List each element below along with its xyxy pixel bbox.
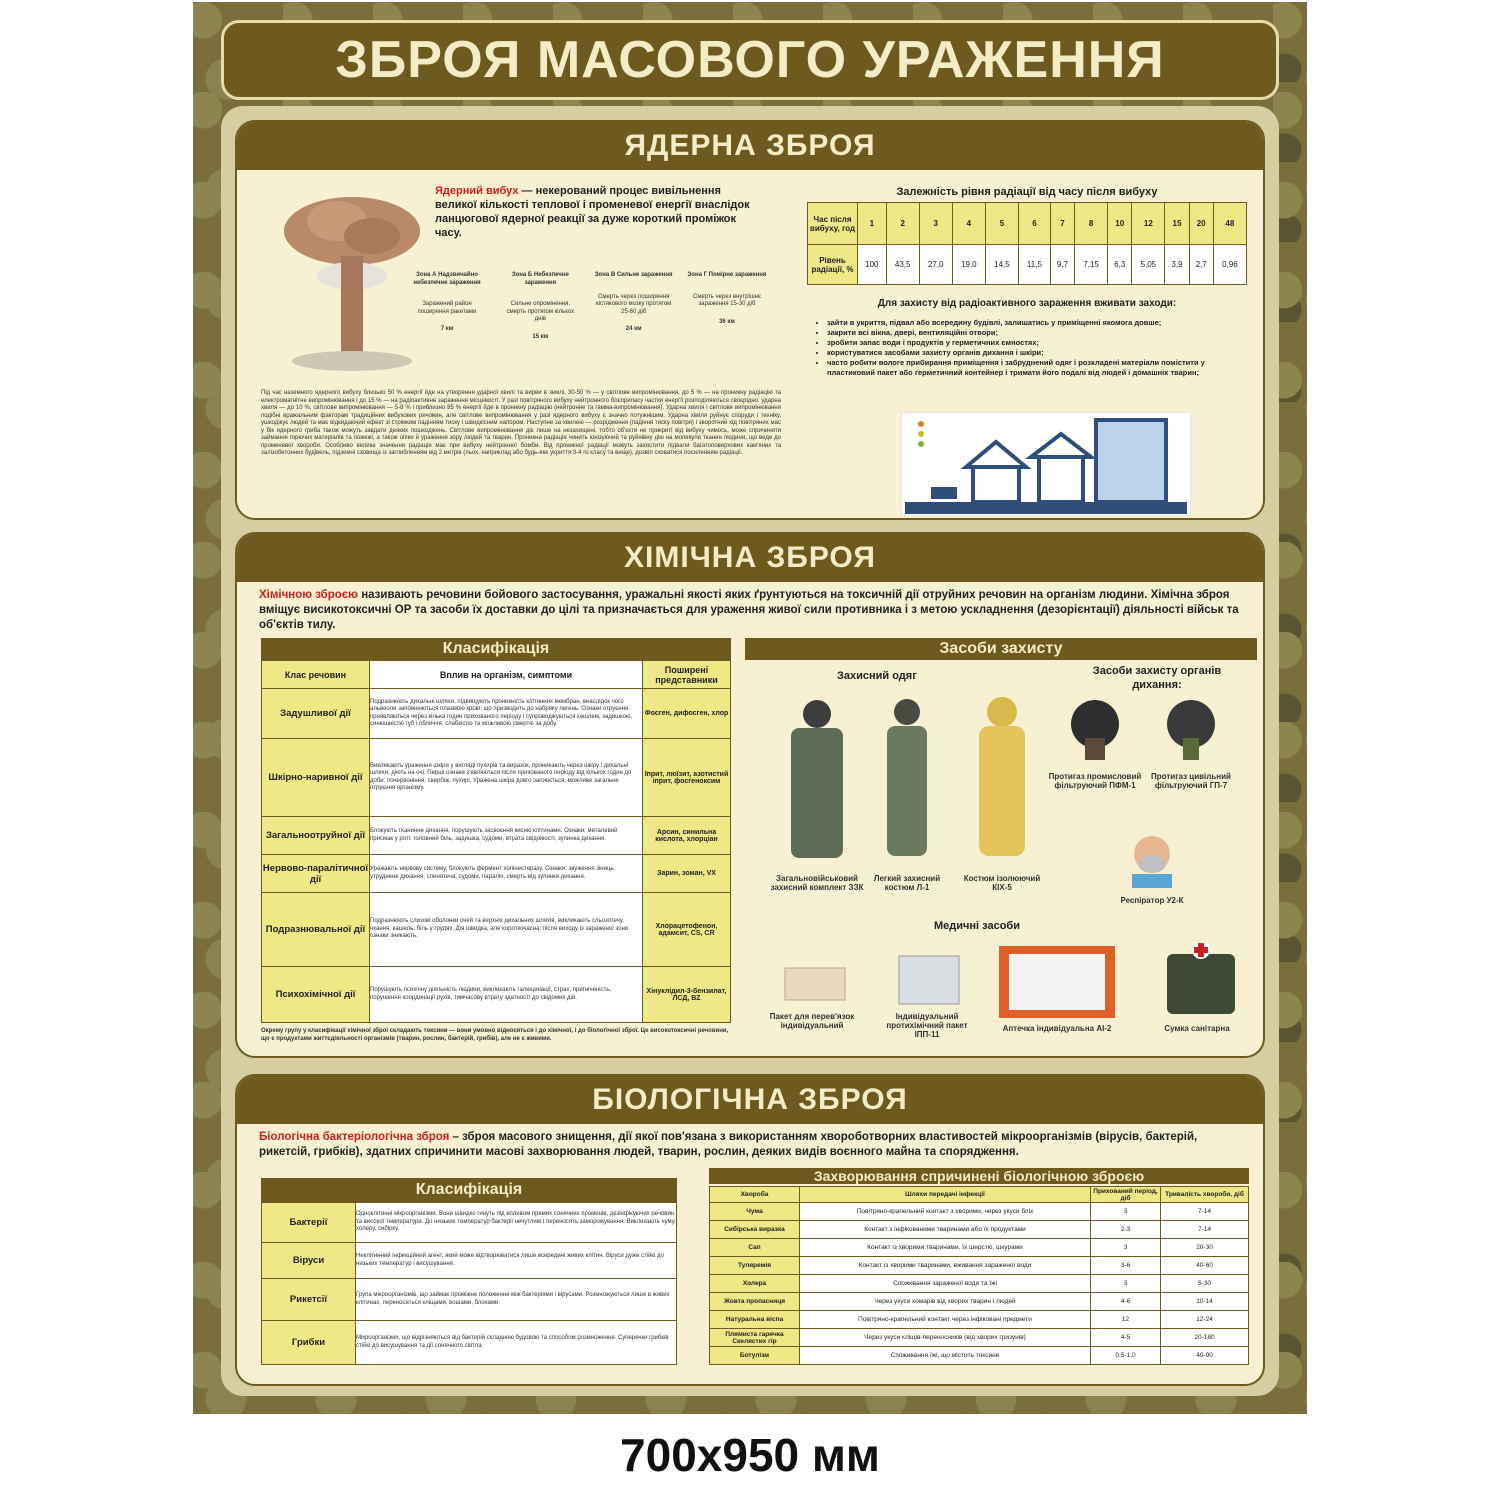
radiation-levels-row: Рівень радіації, % 100 43,5 27,0 19,0 14,5 11,5 9,7 7,15 6,3 5,05 3,9 2,7 0,96 [808, 245, 1247, 285]
table-row: Жовта пропасниця Через укуси комарів від хворих тварин і людей 4-6 10-14 [710, 1293, 1249, 1311]
table-row: Бактерії Одноклітинні мікроорганізми. Вони швидко гинуть під впливом прямих сонячних променів, дезінфікуючих речовин та високої температури. До низьких температур бактерії нечутливі і переносять заморожування. Викликають чуму, холеру, сибірку. [262, 1203, 677, 1243]
nuclear-section [235, 120, 1265, 520]
table-header-row: Клас речовин Вплив на організм, симптоми Поширені представники [262, 661, 731, 689]
radiation-table [807, 202, 1247, 285]
clothing-label: Легкий захисний костюм Л-1 [873, 874, 941, 892]
nuclear-body-text: Під час наземного ядерного вибуху близько 50 % енергії йде на утворення ударної хвилі та вирви в землі, 30-50 % — у світлове випромінювання, до 5 % — на проникну радіацію та електромагнітне випромінювання і до 15 % — на радіоактивне зараження місцевості. У разі повітряного вибуху нейтронного боєприпасу частки енергії розподіляються своєрідно: ударна хвиля — до 10 %, світлове випромінювання — 5-8 % і приблизно 85 % енергії йде в проникну радіацію (нейтронне та гамма-випромінювання). Ударна хвиля і світлове випромінювання подібні вражальним факторам традиційних вибухових речовин, але світлове випромінювання у разі ядерного вибуху є значно потужнішим. Ударна хвиля руйнує споруди і техніку, ушкоджує людей та має відкидаючий ефект зі стрімким падінням тиску і швидкісним напором. Наступне за хвилею — розрідження (падіння тиску повітря) і зворотний хід повітряних мас у бік ядерного гриба також можуть завдати деяких пошкоджень. Світлове випромінювання діє лише на незахищені, тобто об'єкти не прикриті від вибуху чимось, може спричиняти займання горючих матеріалів та пожежі, а також опіки й ураження зору людей та тварин. Проникна радіація чинить іонізуючий та руйнівну дію на молекули тканин людини, що веде до променевої хвороби. Особливо велике значення радіація має при вибуху нейтронної бомби. Від проникної радіації можуть захистити підвали багатоповерхових кам'яних та залізобетонних будівель, підземні сховища із заглибленням від 2 метрів (льох, наприклад або будь-яке укриття 3-4 го класу та вище), дозвіл сховатися посиленням радіації. [261, 390, 781, 456]
respirator-label: Протигаз промисловий фільтруючий ПФМ-1 [1048, 772, 1142, 790]
chemical-class-title: Класифікація [261, 638, 731, 660]
clothing-label: Загальновійськовий захисний комплект ЗЗК [770, 874, 864, 892]
respirator-label: Протигаз цивільний фільтруючий ГП-7 [1151, 772, 1231, 790]
radiation-table-title: Залежність рівня радіації від часу після вибуху [896, 186, 1158, 198]
table-row: Загальноотруйної дії Блокують тканинне дихання, порушують засвоєння кисню клітинами. Ознаки: металевий присмак у роті, головний біль, задишка, судоми, втрата свідомості, зупинка дихання. Арсин, синильна кислота, хлорціан [262, 817, 731, 855]
biological-section [235, 1074, 1265, 1386]
medical-label: Сумка санітарна [1164, 1024, 1230, 1033]
table-row: Плямиста гарячка Скелястих гір Через укуси кліщів-переносників (від хворих гризунів) 4-5 20-180 [710, 1329, 1249, 1347]
suit-kih5-icon [967, 694, 1037, 864]
gas-mask-pfm-icon [1065, 694, 1125, 764]
mushroom-cloud-icon [277, 186, 427, 376]
table-row: Холера Споживання зараженої води та їжі 3 5-30 [710, 1275, 1249, 1293]
table-row: Віруси Неклітинний інфекційний агент, який може відтворюватися лише всередині живих клітин. Віруси дуже стійкі до низьких температур і висушування. [262, 1243, 677, 1279]
chemical-definition [259, 588, 1249, 633]
radiation-protect-title: Для захисту від радіоактивного зараження вживати заходи: [877, 298, 1177, 309]
medical-label: Пакет для перев'язок індивідуальний [769, 1012, 855, 1030]
table-header-row: Хвороба Шляхи передачі інфекції Прихований період, діб Тривалість хвороби, діб [710, 1187, 1249, 1203]
nuclear-def-term: Ядерний вибух [435, 185, 519, 197]
radiation-hours-row: Час після вибуху, год 1 2 3 4 5 6 7 8 10 12 15 20 48 [808, 203, 1247, 245]
biological-heading: БІОЛОГІЧНА ЗБРОЯ [237, 1076, 1263, 1124]
zone-item: Зона Г Помірне зараження Смерть через внутрішнє зараження 15-30 діб 36 км [687, 272, 767, 325]
table-row: Чума Повітряно-крапельний контакт з хворими, через укуси бліх 3 7-14 [710, 1203, 1249, 1221]
list-item: • користуватися засобами захисту органів дихання і шкіри; [827, 348, 1249, 358]
list-item: • закрити всі вікна, двері, вентиляційні отвори; [827, 328, 1249, 338]
nuclear-definition [435, 184, 755, 240]
suit-l1-icon [877, 694, 937, 864]
table-row: Грибки Мікроорганізми, що відрізняються від бактерій складною будовою та способом розмноження. Суперечки грибків стійкі до висушування та дії сонячного світла. [262, 1321, 677, 1365]
poster-title: ЗБРОЯ МАСОВОГО УРАЖЕННЯ [335, 31, 1165, 89]
list-item: • зайти в укриття, підвал або всередину будівлі, залишатись у приміщенні якомога довше; [827, 318, 1249, 328]
poster-body [221, 106, 1279, 1396]
chemical-heading: ХІМІЧНА ЗБРОЯ [237, 534, 1263, 582]
nuclear-def-text: — некерований процес вивільнення великої кількості теплової і променевої енергії внаслідок ланцюгової ядерної реакції за дуже короткий проміжок часу. [435, 185, 750, 239]
shelter-buildings-icon [901, 412, 1191, 516]
ipp-pack-icon [897, 954, 961, 1008]
chemical-def-text: називають речовини бойового застосування, уражальні якості яких ґрунтуються на токсичній дії отруйних речовин на організм людини. Хімічна зброя вміщує висикотоксичні ОР та засоби їх доставки до цілі та призначається для ураження живої сили противника і з метою ускладнення (дезорієнтації) діяльності військ та об'єктів тилу. [259, 589, 1239, 631]
list-item: • зробити запас води і продуктів у герметичних ємностях; [827, 338, 1249, 348]
gas-mask-gp7-icon [1161, 694, 1221, 764]
radiation-protect-list [819, 318, 1249, 378]
medical-bag-icon [1161, 938, 1241, 1018]
zone-item: Зона В Сильне зараження Смерть через поширення кістякового мозку протягом 25-60 діб 24 км [594, 272, 673, 332]
biological-def-text: – зброя масового знищення, дії якої пов'язана з використанням хвороботворних властивостей мікроорганізмів (вірусів, бактерій, рикетсій, грибків), здатних спричинити масові захворювання людей, тварин, рослин, деяких видів воєнного майна та спорядження. [259, 1131, 1198, 1158]
clothing-title: Захисний одяг [837, 670, 917, 682]
biological-def-term: Біологічна бактеріологічна зброя [259, 1131, 450, 1143]
chemical-footnote: Окрему групу у класифікації хімічної зброї складають токсини — вони умовно відносяться і до хімічної, і до біологічної зброї. Це високотоксичні речовини, що є продуктами життєдіяльності організмів (тварин, рослин, бактерій, грибів), але не є живими. [261, 1028, 729, 1042]
respirator-label: Респіратор У2-К [1120, 896, 1184, 905]
table-row: Рикетсії Група мікроорганізмів, що займає проміжне положення між бактеріями і вірусами. Розмножуються лише в живих клітинах, переносяться кліщами, вошами, блохами. [262, 1279, 677, 1321]
medical-label: Аптечка індивідуальна АІ-2 [1002, 1024, 1112, 1033]
respirator-u2k-icon [1117, 830, 1187, 890]
table-row: Нервово-паралітичної дії Уражають нервову систему, блокують фермент холінестеразу. Ознаки: звуження зіниць, утруднене дихання, слинотеча, судоми, параліч, смерть від зупинки дихання. Зарин, зоман, VX [262, 855, 731, 893]
bio-class-title: Класифікація [261, 1178, 677, 1202]
list-item: • часто робити вологе прибирання приміщення і забруднений одяг і розкладені матеріали помістити у пластиковий пакет або герметичний контейнер і тримати його подалі від людей і домашніх тварин; [827, 358, 1249, 378]
poster-title-bar [221, 20, 1279, 100]
biological-definition [259, 1130, 1249, 1160]
table-row: Сибірська виразка Контакт з інфікованими тваринами або їх продуктами 2-3 7-14 [710, 1221, 1249, 1239]
size-label: 700x950 мм [620, 1429, 880, 1481]
bio-class-table [261, 1202, 677, 1365]
table-row: Задушливої дії Подразнюють дихальні шляхи, підвищують проникність клітинних мембран, внаслідок чого альвеоли заповнюються плазмою крові, що призводить до набряку легень. Ознаки отруєння проявляються через кілька годин прихованого періоду і супроводжуються кашлем, задишкою, синюшністю губ і обличчя, слабкістю та можливою смертю за добу. Фосген, дифосген, хлор [262, 689, 731, 739]
clothing-label: Костюм ізолюючий КІХ-5 [963, 874, 1041, 892]
nuclear-heading: ЯДЕРНА ЗБРОЯ [237, 122, 1263, 170]
table-row: Туляремія Контакт із хворими тваринами, вживання зараженої води 3-6 40-60 [710, 1257, 1249, 1275]
table-row: Психохімічної дії Порушують психічну діяльність людини, викликають галюцинації, страх, пригніченість, порушення координації рухів, тимчасову втрату здатності до свідомих дій. Хінуклідил-3-бензилат, ЛСД, BZ [262, 967, 731, 1023]
bandage-pack-icon [783, 964, 847, 1004]
medical-label: Індивідуальний протихімічний пакет ІПП-11 [886, 1012, 968, 1039]
zone-item: Зона Б Небезпечне зараження Сильне опромінення, смерть протягом кількох днів 15 км [506, 272, 575, 340]
diseases-title: Захворювання спричинені біологічною зброєю [709, 1168, 1249, 1184]
zone-item: Зона А Надзвичайно небезпечне зараження Заражений район поширення ракетами 7 км [413, 272, 481, 332]
poster [193, 2, 1307, 1414]
diseases-table [709, 1186, 1249, 1365]
table-row: Сап Контакт із хворими тваринами, їх шерстю, шкурами 3 20-30 [710, 1239, 1249, 1257]
chemical-class-table [261, 660, 731, 1023]
table-row: Подразнювальної дії Подразнюють слизові оболонки очей та верхніх дихальних шляхів, викликають сльозотечу, чхання, кашель, біль у грудях. Дія швидка, але короткочасна; після виходу із зараженої зони ознаки зникають. Хлорацетофенон, адамсит, CS, CR [262, 893, 731, 967]
table-row: Натуральна віспа Повітряно-крапельний контакт через інфіковані предмети 12 12-24 [710, 1311, 1249, 1329]
table-row: Ботулізм Споживання їжі, що містить токсини 0,5-1,0 40-90 [710, 1347, 1249, 1365]
chemical-protect-title: Засоби захисту [745, 638, 1257, 660]
radiation-zones [407, 272, 767, 341]
respiratory-title: Засоби захисту органів дихання: [1092, 665, 1222, 691]
suit-ozk-icon [777, 694, 857, 864]
chemical-def-term: Хімічною зброєю [259, 589, 358, 601]
medical-title: Медичні засоби [933, 920, 1020, 932]
chemical-section [235, 532, 1265, 1058]
table-row: Шкірно-наривної дії Викликають ураження шкіри у вигляді пухирів та виразок, проникають через шкіру і дихальні шляхи, діють на очі. Перші ознаки з'являються після прихованого періоду від кількох годин до доби: почервоніння, свербіж, пухирі. Уражена шкіра довго загоюється, можливе загальне отруєння організму. Іприт, люїзит, азотистий іприт, фосгеноксим [262, 739, 731, 817]
first-aid-kit-ai2-icon [997, 944, 1117, 1020]
